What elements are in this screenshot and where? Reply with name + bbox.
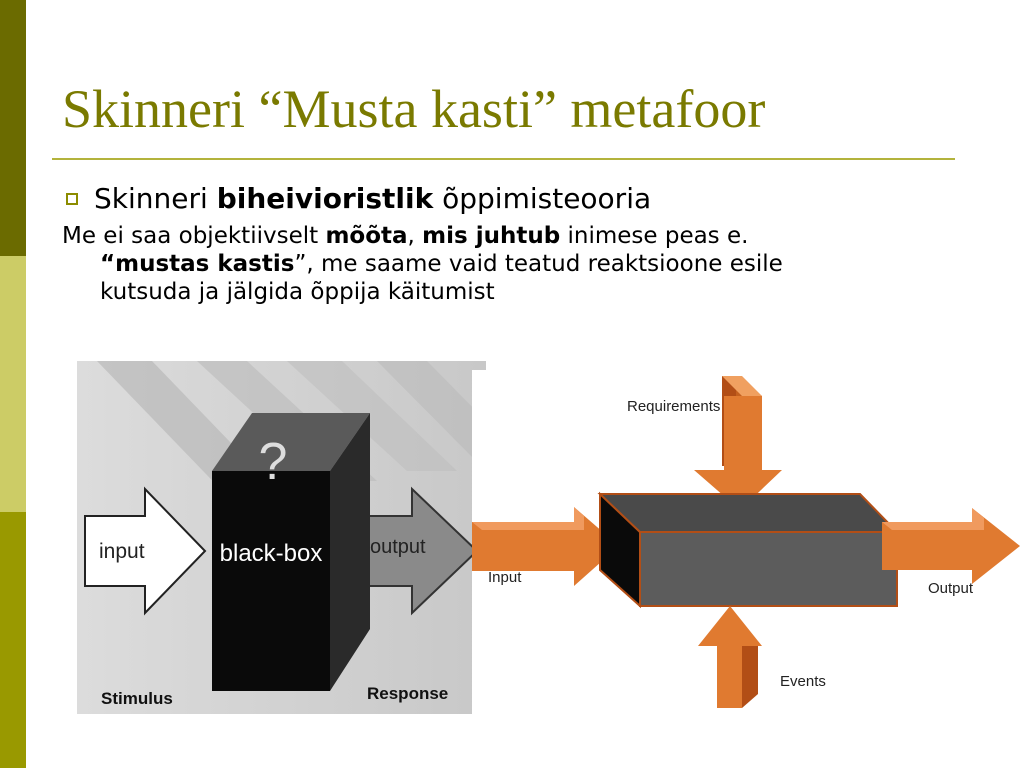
- black-box-diagram: [77, 361, 486, 714]
- line1-bold-b: mis juhtub: [422, 223, 561, 249]
- line1-text-a: Me ei saa objektiivselt: [62, 223, 326, 249]
- bullet-bold-term: biheivioristlik: [216, 181, 434, 215]
- line2-text: ”, me saame vaid teatud reaktsioone esile: [294, 251, 783, 277]
- box-front-face: [212, 471, 330, 691]
- input-label: Input: [488, 569, 522, 586]
- line2-bold: “mustas kastis: [100, 251, 295, 277]
- sidebar-stripe-dark: [0, 0, 26, 256]
- output-label: output: [370, 536, 426, 558]
- paragraph-line-2: [62, 250, 967, 278]
- line1-text-c: inimese peas e.: [560, 223, 749, 249]
- input-label: input: [99, 540, 145, 563]
- black-box-label: black-box: [219, 540, 323, 567]
- sidebar-stripe-light: [0, 256, 26, 512]
- response-label: Response: [367, 684, 449, 703]
- body-paragraph: [62, 222, 967, 306]
- title-underline: [52, 158, 955, 160]
- sidebar-stripe-olive: [0, 512, 26, 768]
- square-bullet-icon: [66, 193, 78, 205]
- stimulus-label: Stimulus: [101, 689, 173, 708]
- requirements-label: Requirements: [627, 398, 721, 415]
- paragraph-line-1: [62, 222, 967, 250]
- bullet-item: [66, 178, 651, 218]
- events-label: Events: [780, 673, 826, 690]
- black-box-diagram-svg: [77, 361, 486, 714]
- line1-text-b: ,: [407, 223, 423, 249]
- slide-title: Skinneri “Musta kasti” metafoor: [62, 79, 766, 139]
- box-front-face: [640, 532, 897, 606]
- output-label: Output: [928, 580, 974, 597]
- question-mark: ?: [258, 433, 288, 491]
- paragraph-line-3: kutsuda ja jälgida õppija käitumist: [100, 279, 495, 305]
- bullet-text-end: õppimisteooria: [433, 181, 652, 215]
- box-top-face: [600, 494, 897, 532]
- bullet-text-start: Skinneri: [94, 181, 217, 215]
- system-box-diagram-svg: [472, 370, 1024, 714]
- line1-bold-a: mõõta: [325, 223, 408, 249]
- bullet-text: [94, 182, 651, 215]
- system-box-diagram: [472, 370, 1024, 714]
